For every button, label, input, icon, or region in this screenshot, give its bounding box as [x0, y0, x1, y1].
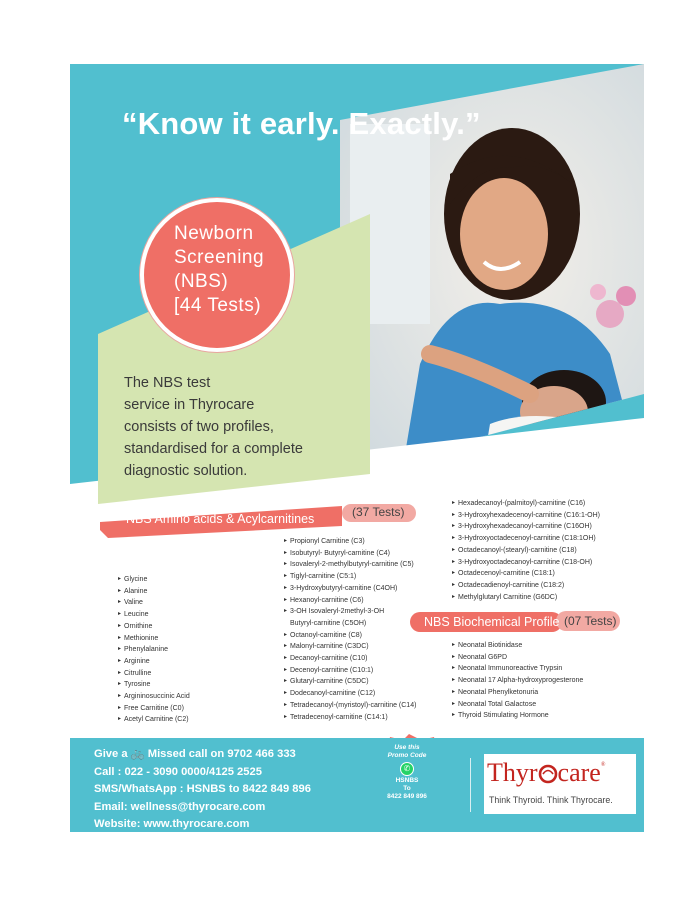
- arrow-right-icon: ▸: [284, 701, 288, 708]
- test-name: Tiglyl-carnitine (C5:1): [290, 573, 357, 581]
- test-name: Octadecanoyl-(stearyl)-carnitine (C18): [458, 546, 577, 554]
- test-item: [452, 533, 600, 545]
- arrow-right-icon: ▸: [284, 608, 288, 615]
- test-item: [452, 687, 583, 699]
- arrow-right-icon: ▸: [452, 688, 456, 695]
- test-item: [284, 606, 416, 618]
- test-name: Tetradecenoyl-carnitine (C14:1): [290, 713, 388, 721]
- missed-call-number[interactable]: Missed call on 9702 466 333: [147, 748, 296, 760]
- promo-number: 8422 849 896: [387, 793, 427, 800]
- test-item: [284, 583, 416, 595]
- website-link[interactable]: Website: www.thyrocare.com: [94, 818, 250, 830]
- test-name: Octadecenoyl-carnitine (C18:1): [458, 570, 555, 578]
- arrow-right-icon: ▸: [118, 611, 122, 618]
- test-item: [284, 700, 416, 712]
- test-name: Neonatal Phenylketonuria: [458, 688, 539, 696]
- test-name: Neonatal Total Galactose: [458, 700, 537, 708]
- test-item: [284, 630, 416, 642]
- test-name: Thyroid Stimulating Hormone: [458, 712, 549, 720]
- test-name: Butyryl-carnitine (C5OH): [290, 619, 367, 627]
- test-item: [284, 618, 416, 630]
- arrow-right-icon: ▸: [284, 584, 288, 591]
- arrow-right-icon: ▸: [118, 704, 122, 711]
- biochem-tests: [452, 640, 583, 722]
- test-item: [284, 595, 416, 607]
- arrow-right-icon: ▸: [452, 500, 456, 506]
- test-item: [452, 699, 583, 711]
- contact-info: [94, 746, 311, 832]
- test-name: Neonatal Biotinidase: [458, 642, 523, 649]
- test-name: Malonyl-carnitine (C3DC): [290, 643, 369, 651]
- biochem-profile-title: NBS Biochemical Profile: [424, 615, 560, 629]
- amino-col-2: [284, 536, 416, 723]
- arrow-right-icon: ▸: [118, 622, 122, 629]
- logo-suffix: care: [557, 758, 601, 787]
- biochem-profile-count: (07 Tests): [564, 614, 617, 628]
- test-name: Arginine: [124, 657, 150, 665]
- arrow-right-icon: ▸: [452, 653, 456, 660]
- missed-call-prefix: Give a: [94, 748, 128, 760]
- test-name: Propionyl Carnitine (C3): [290, 538, 365, 545]
- logo-prefix: Thyr: [487, 758, 538, 787]
- test-item: [118, 621, 190, 633]
- badge-line-4: [44 Tests): [174, 295, 262, 316]
- arrow-right-icon: ▸: [452, 523, 456, 530]
- intro-line-2: service in Thyrocare: [124, 397, 255, 413]
- test-name: Neonatal G6PD: [458, 653, 508, 661]
- arrow-right-icon: ▸: [452, 677, 456, 684]
- bike-icon: 🚲: [130, 748, 145, 760]
- test-item: [452, 710, 583, 722]
- test-item: [452, 663, 583, 675]
- intro-line-3: consists of two profiles,: [124, 419, 274, 435]
- arrow-right-icon: ▸: [452, 511, 456, 518]
- test-name: 3-Hydroxyhexadecanoyl-carnitine (C16OH): [458, 523, 592, 531]
- arrow-right-icon: ▸: [452, 546, 456, 553]
- arrow-right-icon: ▸: [118, 599, 122, 606]
- arrow-right-icon: ▸: [452, 712, 456, 719]
- call-line[interactable]: Call : 022 - 3090 0000/4125 2525: [94, 765, 262, 778]
- arrow-right-icon: ▸: [118, 576, 122, 582]
- arrow-right-icon: ▸: [284, 643, 288, 650]
- test-item: [452, 580, 600, 592]
- test-name: 3-Hydroxyhexadecenoyl-carnitine (C16:1-OH): [458, 511, 601, 519]
- intro-line-5: diagnostic solution.: [124, 463, 248, 479]
- test-name: Alanine: [124, 587, 148, 595]
- arrow-right-icon: ▸: [284, 573, 288, 580]
- test-item: [452, 510, 600, 522]
- promo-code: HSNBS: [395, 777, 419, 784]
- test-name: Isovaleryl-2-methylbutyryl-carnitine (C5): [290, 561, 414, 569]
- test-name: Hexanoyl-carnitine (C6): [290, 596, 364, 604]
- arrow-right-icon: ▸: [284, 713, 288, 720]
- test-name: Methylglutaryl Carnitine (G6DC): [458, 593, 558, 601]
- amino-col-1: [118, 574, 190, 726]
- promo-text: [368, 744, 446, 801]
- amino-col-3: [452, 498, 600, 603]
- flyer: [70, 64, 644, 832]
- intro-line-4: standardised for a complete: [124, 441, 303, 457]
- test-name: Free Carnitine (C0): [124, 704, 184, 712]
- test-item: [452, 557, 600, 569]
- test-item: [284, 653, 416, 665]
- test-item: [118, 597, 190, 609]
- arrow-right-icon: ▸: [284, 538, 288, 544]
- test-item: [284, 712, 416, 724]
- test-name: Hexadecanoyl-(palmitoyl)-carnitine (C16): [458, 500, 586, 507]
- arrow-right-icon: ▸: [284, 690, 288, 697]
- amino-profile-count: (37 Tests): [352, 505, 405, 519]
- test-name: Decenoyl-carnitine (C10:1): [290, 666, 374, 674]
- registered-mark: ®: [600, 762, 606, 768]
- test-name: 3-Hydroxyoctadecenoyl-carnitine (C18:1OH): [458, 535, 596, 543]
- test-name: Octadecadienoyl-carnitine (C18:2): [458, 581, 565, 589]
- test-item: [284, 688, 416, 700]
- arrow-right-icon: ▸: [284, 631, 288, 638]
- test-item: [118, 656, 190, 668]
- test-item: [118, 714, 190, 726]
- test-item: [452, 592, 600, 604]
- test-item: [284, 536, 416, 548]
- email-link[interactable]: Email: wellness@thyrocare.com: [94, 800, 266, 813]
- intro-line-1: The NBS test: [124, 375, 211, 391]
- headline: “Know it early. Exactly.”: [122, 106, 481, 141]
- test-item: [284, 559, 416, 571]
- test-name: Leucine: [124, 611, 149, 619]
- test-name: Phenylalanine: [124, 646, 168, 654]
- test-name: Argininosuccinic Acid: [124, 693, 190, 701]
- test-item: [284, 571, 416, 583]
- test-item: [118, 679, 190, 691]
- test-name: Isobutyryl- Butyryl-carnitine (C4): [290, 549, 390, 557]
- test-item: [452, 652, 583, 664]
- arrow-right-icon: ▸: [118, 716, 122, 723]
- badge-line-3: (NBS): [174, 271, 229, 292]
- test-name: Dodecanoyl-carnitine (C12): [290, 690, 376, 698]
- arrow-right-icon: ▸: [284, 655, 288, 662]
- test-name: Ornithine: [124, 622, 153, 630]
- arrow-right-icon: ▸: [284, 678, 288, 685]
- arrow-right-icon: ▸: [118, 587, 122, 594]
- arrow-right-icon: ▸: [118, 693, 122, 700]
- amino-profile-title: NBS Amino acids & Acylcarnitines: [126, 512, 315, 526]
- arrow-right-icon: ▸: [284, 666, 288, 673]
- footer-divider: [470, 758, 471, 812]
- intro-text: [124, 372, 334, 482]
- arrow-right-icon: ▸: [284, 596, 288, 603]
- promo-line-2: Promo Code: [387, 752, 427, 759]
- thyrocare-logo: [487, 758, 605, 788]
- test-item: [452, 675, 583, 687]
- test-item: [452, 498, 600, 510]
- promo-line-1: Use this: [394, 744, 420, 751]
- test-item: [118, 691, 190, 703]
- arrow-right-icon: ▸: [452, 581, 456, 588]
- arrow-right-icon: ▸: [118, 669, 122, 676]
- test-item: [118, 609, 190, 621]
- test-name: Decanoyl-carnitine (C10): [290, 655, 368, 663]
- test-name: 3-Hydroxybutyryl-carnitine (C4OH): [290, 584, 398, 592]
- arrow-right-icon: ▸: [452, 665, 456, 672]
- test-item: [452, 568, 600, 580]
- test-item: [284, 548, 416, 560]
- arrow-right-icon: ▸: [118, 657, 122, 664]
- test-item: [452, 521, 600, 533]
- arrow-right-icon: ▸: [452, 593, 456, 600]
- arrow-right-icon: ▸: [118, 646, 122, 653]
- test-name: 3-Hydroxyoctadecanoyl-carnitine (C18-OH): [458, 558, 593, 566]
- test-item: [118, 586, 190, 598]
- logo-o-icon: [538, 764, 558, 784]
- missed-call-line: [94, 746, 311, 764]
- test-item: [118, 644, 190, 656]
- test-name: Neonatal 17 Alpha-hydroxyprogesterone: [458, 677, 584, 685]
- arrow-right-icon: ▸: [284, 549, 288, 556]
- test-item: [118, 633, 190, 645]
- test-name: Glutaryl-carnitine (C5DC): [290, 678, 369, 686]
- test-item: [118, 668, 190, 680]
- arrow-right-icon: ▸: [118, 681, 122, 688]
- test-item: [284, 665, 416, 677]
- test-name: Acetyl Carnitine (C2): [124, 716, 189, 724]
- test-item: [284, 676, 416, 688]
- test-name: Tetradecanoyl-(myristoyl)-carnitine (C14): [290, 701, 417, 709]
- arrow-right-icon: ▸: [452, 700, 456, 707]
- sms-line[interactable]: SMS/WhatsApp : HSNBS to 8422 849 896: [94, 783, 311, 795]
- arrow-right-icon: ▸: [118, 634, 122, 641]
- arrow-right-icon: ▸: [452, 535, 456, 542]
- test-name: Methionine: [124, 634, 159, 642]
- test-item: [284, 641, 416, 653]
- test-item: [118, 574, 190, 586]
- test-name: Neonatal Immunoreactive Trypsin: [458, 665, 563, 673]
- badge-line-1: Newborn: [174, 223, 254, 244]
- test-name: Valine: [124, 599, 143, 607]
- test-item: [118, 703, 190, 715]
- promo-to: To: [403, 785, 411, 792]
- test-item: [452, 545, 600, 557]
- test-name: Citrulline: [124, 669, 152, 677]
- test-name: Glycine: [124, 576, 148, 583]
- arrow-right-icon: ▸: [452, 570, 456, 577]
- arrow-right-icon: ▸: [452, 642, 456, 648]
- arrow-right-icon: ▸: [452, 558, 456, 565]
- whatsapp-icon: ✆: [400, 762, 414, 776]
- test-name: Tyrosine: [124, 681, 151, 689]
- test-name: 3-OH Isovaleryl-2methyl-3-OH: [290, 608, 385, 616]
- test-item: [452, 640, 583, 652]
- nbs-badge-text: [174, 222, 264, 318]
- badge-line-2: Screening: [174, 247, 265, 268]
- test-name: Octanoyl-carnitine (C8): [290, 631, 362, 639]
- arrow-right-icon: ▸: [284, 561, 288, 568]
- logo-tagline: Think Thyroid. Think Thyrocare.: [489, 795, 613, 805]
